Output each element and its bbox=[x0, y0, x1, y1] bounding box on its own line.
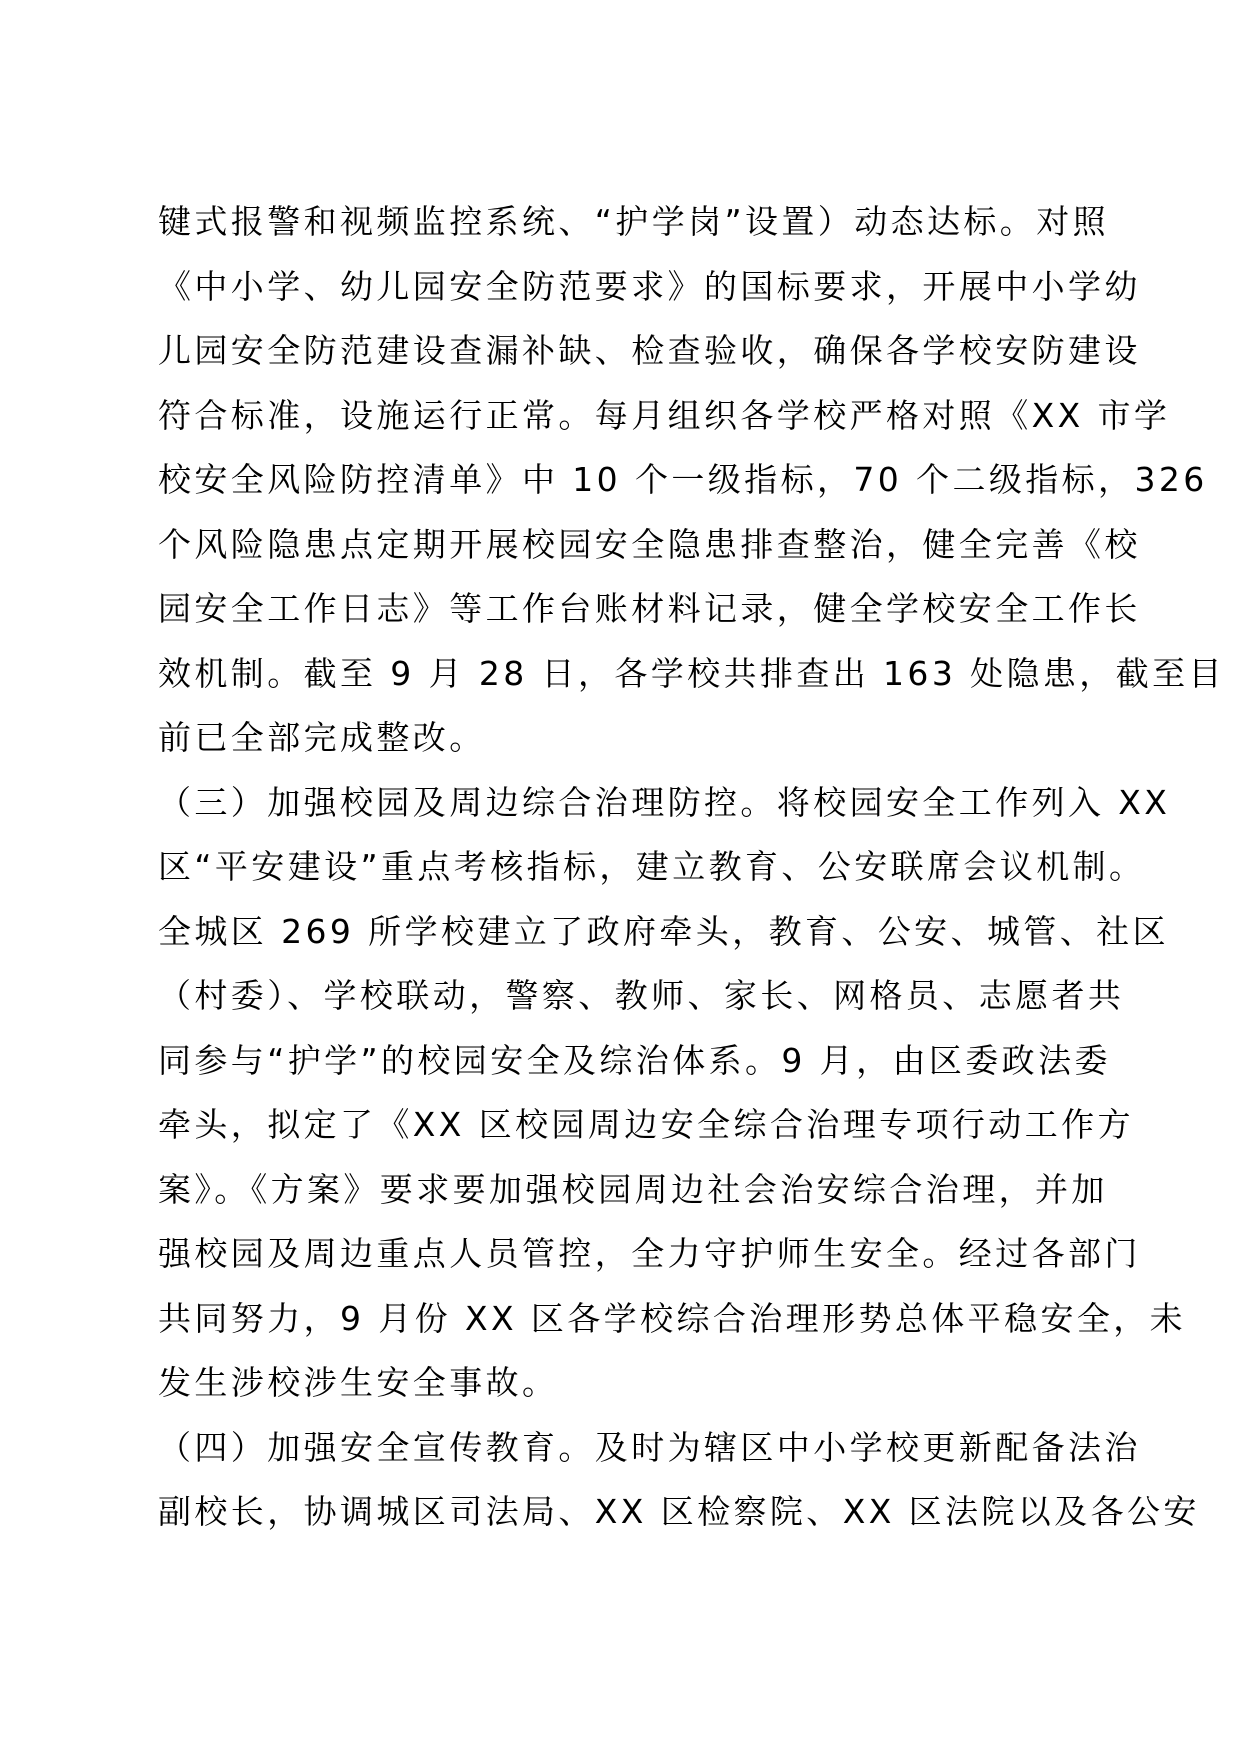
text-line: 案》。《方案》要求要加强校园周边社会治安综合治理，并加 bbox=[158, 1169, 1108, 1209]
text-line: 《中小学、幼儿园安全防范要求》的国标要求，开展中小学幼 bbox=[158, 266, 1141, 306]
text-line: 同参与“护学”的校园安全及综治体系。9 月，由区委政法委 bbox=[158, 1040, 1111, 1080]
text-line: 园安全工作日志》等工作台账材料记录，健全学校安全工作长 bbox=[158, 589, 1141, 628]
text-line: 强校园及周边重点人员管控，全力守护师生安全。经过各部门 bbox=[158, 1234, 1141, 1273]
text-line: 符合标准，设施运行正常。每月组织各学校严格对照《XX 市学 bbox=[158, 395, 1171, 435]
text-line: 键式报警和视频监控系统、“护学岗”设置）动态达标。对照 bbox=[158, 202, 1109, 241]
body-text bbox=[158, 190, 1225, 1545]
text-line: 牵头，拟定了《XX 区校园周边安全综合治理专项行动工作方 bbox=[158, 1105, 1134, 1144]
text-line: 儿园安全防范建设查漏补缺、检查验收，确保各学校安防建设 bbox=[158, 331, 1141, 370]
section-heading-line: （三）加强校园及周边综合治理防控。将校园安全工作列入 XX bbox=[158, 782, 1171, 822]
section-heading-line: （四）加强安全宣传教育。及时为辖区中小学校更新配备法治 bbox=[158, 1427, 1141, 1467]
text-line: 发生涉校涉生安全事故。 bbox=[158, 1363, 559, 1402]
text-line: 共同努力，9 月份 XX 区各学校综合治理形势总体平稳安全，未 bbox=[158, 1298, 1187, 1338]
text-line: 区“平安建设”重点考核指标，建立教育、公安联席会议机制。 bbox=[158, 847, 1146, 886]
text-line: 效机制。截至 9 月 28 日，各学校共排查出 163 处隐患，截至目 bbox=[158, 653, 1225, 693]
text-line: 个风险隐患点定期开展校园安全隐患排查整治，健全完善《校 bbox=[158, 524, 1141, 564]
text-line: 全城区 269 所学校建立了政府牵头，教育、公安、城管、社区 bbox=[158, 911, 1169, 951]
text-line: 校安全风险防控清单》中 10 个一级指标，70 个二级指标，326 bbox=[158, 460, 1208, 499]
text-line: （村委）、学校联动，警察、教师、家长、网格员、志愿者共 bbox=[158, 976, 1125, 1015]
text-line: 前已全部完成整改。 bbox=[158, 718, 486, 757]
text-line: 副校长，协调城区司法局、XX 区检察院、XX 区法院以及各公安 bbox=[158, 1492, 1200, 1531]
